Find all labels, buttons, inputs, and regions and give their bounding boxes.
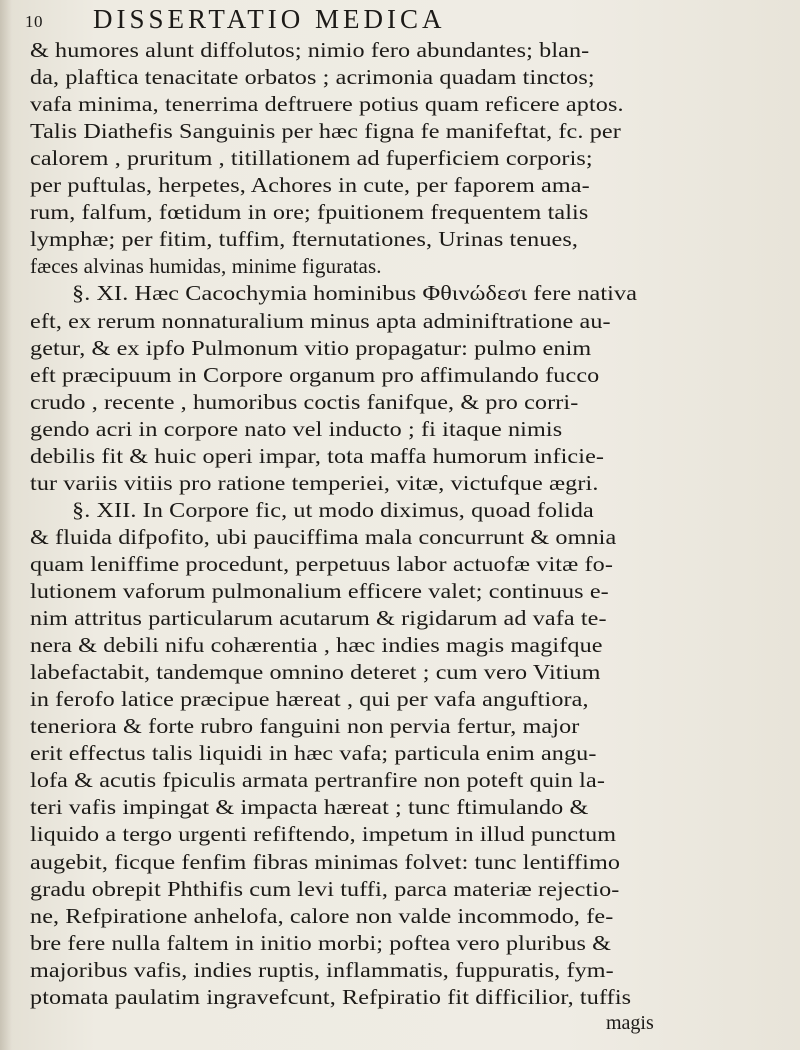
text-line: rum, falfum, fœtidum in ore; fpuitionem frequentem talis bbox=[30, 200, 589, 225]
section-heading-line: §. XII. In Corpore fic, ut modo diximus, quoad folida bbox=[72, 497, 594, 522]
text-line: teri vafis impingat & impacta hæreat ; tunc ftimulando & bbox=[30, 795, 589, 820]
catchword: magis bbox=[606, 1012, 654, 1034]
text-line: per puftulas, herpetes, Achores in cute, per faporem ama- bbox=[30, 173, 590, 198]
text-line: crudo , recente , humoribus coctis fanifque, & pro corri- bbox=[30, 389, 579, 414]
text-line: gradu obrepit Phthifis cum levi tuffi, parca materiæ rejectio- bbox=[30, 876, 620, 901]
text-line: Talis Diathefis Sanguinis per hæc figna fe manifeftat, fc. per bbox=[30, 119, 621, 144]
text-line: bre fere nulla faltem in initio morbi; poftea vero pluribus & bbox=[30, 930, 612, 955]
binding-shadow bbox=[0, 0, 12, 1050]
text-line: augebit, ficque fenfim fibras minimas folvet: tunc lentiffimo bbox=[30, 849, 621, 874]
text-line: da, plaftica tenacitate orbatos ; acrimonia quadam tinctos; bbox=[30, 65, 595, 90]
text-line: vafa minima, tenerrima deftruere potius quam reficere aptos. bbox=[30, 92, 624, 117]
text-line: debilis fit & huic operi impar, tota maffa humorum inficie- bbox=[30, 443, 605, 468]
section-heading-line: §. XI. Hæc Cacochymia hominibus Φθινώδεσι fere nativa bbox=[72, 281, 638, 306]
text-line: ptomata paulatim ingravefcunt, Refpiratio fit difficilior, tuffis bbox=[30, 984, 632, 1009]
running-title: DISSERTATIO MEDICA bbox=[93, 4, 446, 34]
text-line: & humores alunt diffolutos; nimio fero abundantes; blan- bbox=[30, 38, 590, 62]
text-line: fæces alvinas humidas, minime figuratas. bbox=[30, 254, 382, 279]
page-number: 10 bbox=[25, 12, 43, 31]
text-line: lofa & acutis fpiculis armata pertranfire non poteft quin la- bbox=[30, 768, 605, 793]
text-line: quam leniffime procedunt, perpetuus labor actuofæ vitæ fo- bbox=[30, 551, 613, 576]
text-line: calorem , pruritum , titillationem ad fuperficiem corporis; bbox=[30, 146, 593, 171]
text-line: nim attritus particularum acutarum & rigidarum ad vafa te- bbox=[30, 606, 607, 631]
text-line: nera & debili nifu cohærentia , hæc indies magis magifque bbox=[30, 633, 603, 658]
text-line: eft, ex rerum nonnaturalium minus apta adminiftratione au- bbox=[30, 308, 611, 333]
text-line: erit effectus talis liquidi in hæc vafa; particula enim angu- bbox=[30, 741, 597, 766]
text-line: teneriora & forte rubro fanguini non pervia fertur, major bbox=[30, 714, 580, 739]
text-line: eft præcipuum in Corpore organum pro affimulando fucco bbox=[30, 362, 600, 387]
text-line: lutionem vaforum pulmonalium efficere valet; continuus e- bbox=[30, 579, 609, 603]
text-line: & fluida difpofito, ubi pauciffima mala concurrunt & omnia bbox=[30, 524, 617, 549]
text-line: gendo acri in corpore nato vel inducto ; fi itaque nimis bbox=[30, 416, 563, 441]
page-header bbox=[25, 4, 685, 34]
text-line: getur, & ex ipfo Pulmonum vitio propagatur: pulmo enim bbox=[30, 335, 592, 360]
text-line: ne, Refpiratione anhelofa, calore non valde incommodo, fe- bbox=[30, 903, 614, 928]
text-line: in ferofo latice præcipue hæreat , qui per vafa anguftiora, bbox=[30, 687, 589, 712]
text-line: lymphæ; per fitim, tuffim, fternutationes, Urinas tenues, bbox=[30, 227, 579, 252]
text-line: liquido a tergo urgenti refiftendo, impetum in illud punctum bbox=[30, 822, 617, 847]
text-line: majoribus vafis, indies ruptis, inflammatis, fuppuratis, fym- bbox=[30, 957, 614, 982]
text-line: tur variis vitiis pro ratione temperiei, vitæ, victufque ægri. bbox=[30, 470, 599, 495]
text-line: labefactabit, tandemque omnino deteret ; cum vero Vitium bbox=[30, 660, 601, 685]
